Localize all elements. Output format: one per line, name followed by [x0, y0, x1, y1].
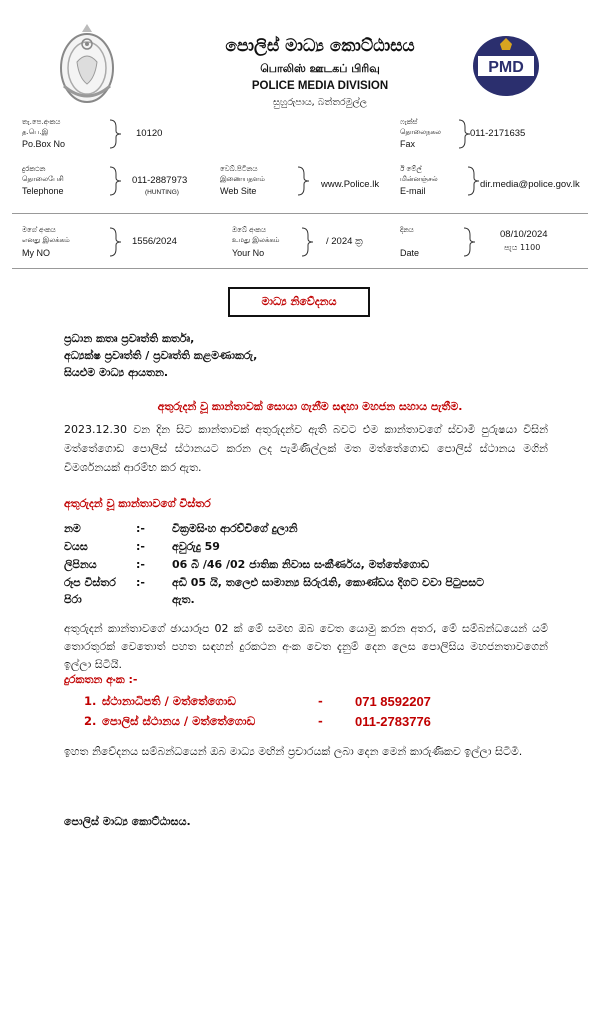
- email-value: dir.media@police.gov.lk: [480, 179, 580, 190]
- phone-number: 071 8592207: [355, 694, 431, 709]
- division-title-tamil: பொலிஸ் ஊடகப் பிரிவு: [260, 62, 380, 75]
- my-no-label-si: මගේ අංකය: [22, 226, 56, 234]
- pobox-label-en: Po.Box No: [22, 139, 66, 149]
- paragraph-request: අතුරුදන් කාන්තාවගේ ඡායාරූප 02 ක් මේ සමඟ ඔබ වෙත යොමු කරන අතර, මේ සම්බන්ධයෙන් යම් තොරතුරක් වෙතොත් පහත සඳහන් දුරකථන අංක වෙත දැනුම් දෙන ලෙස පොලිසිය මහජනතාවගෙන් ඉල්ලා සිටියි.: [64, 622, 548, 671]
- detail-value-address: 06 බී /46 /02 ජාතික නිවාස සංකීර්ණය, මත්තේගොඩ: [172, 558, 430, 571]
- phone-number: 011-2783776: [355, 714, 431, 729]
- your-no-label-si: ඔබේ අංකය: [232, 226, 266, 234]
- brace-icon: [296, 166, 310, 196]
- date-label-en: Date: [400, 248, 420, 258]
- telephone-label-si: දුරකථන: [22, 165, 46, 173]
- website-value: www.Police.lk: [321, 179, 380, 190]
- recipient-line: අධ්‍යක්ෂ ප්‍රවෘත්ති / ප්‍රවෘත්ති කළමණාකරු,: [64, 349, 258, 362]
- telephone-label-en: Telephone: [22, 186, 64, 196]
- telephone-note: (HUNTING): [145, 189, 179, 196]
- detail-label: වයස: [64, 540, 88, 553]
- date-time: පැය 1100: [504, 243, 541, 252]
- fax-value: 011-2171635: [470, 128, 526, 139]
- brace-icon: [457, 119, 471, 149]
- my-no-label-ta: எனது இலக்கம்: [22, 236, 70, 244]
- paragraph-closing: ඉහත නිවේදනය සම්බන්ධයෙන් ඔබ මාධ්‍ය මඟින් ප්‍රචාරයක් ලබා දෙන මෙන් කාරුණිකව ඉල්ලා සිටිමි.: [64, 745, 523, 758]
- phone-name: ස්ථානාධිපති / මත්තේගොඩ: [102, 694, 236, 708]
- pobox-value: 10120: [136, 128, 163, 139]
- paragraph-incident: 2023.12.30 වන දින සිට කාන්තාවක් අතුරුදන්ව ඇති බවට එම කාන්තාවගේ ස්වාමි පුරුෂයා විසින් මත්තේගොඩ පොලිස් ස්ථානයට කරන ලද පැමිණිල්ලක් මත මත්තේගොඩ පොලිස් ස්ථානය මගින් විමර්ශනයක් ආරම්භ කර ඇත.: [64, 423, 548, 474]
- detail-label: ලිපිනය: [64, 558, 97, 571]
- phones-heading: දුරකතන අංක :-: [64, 673, 138, 686]
- telephone-label-ta: தொலைபேசி: [22, 175, 64, 183]
- fax-label-en: Fax: [400, 139, 416, 149]
- pobox-label-ta: த.பெ.இ: [22, 128, 49, 136]
- my-no-value: 1556/2024: [132, 236, 177, 247]
- subject-line: අතුරුදන් වූ කාන්තාවක් සොයා ගැනීම සඳහා මහජන සහාය පැතීම.: [157, 400, 463, 413]
- pmd-logo-text: PMD: [488, 59, 524, 76]
- police-emblem: [52, 22, 122, 108]
- website-label-ta: இணையதளம்: [220, 175, 265, 183]
- detail-label: නම: [64, 522, 81, 535]
- telephone-value: 011-2887973: [132, 175, 188, 186]
- brace-icon: [462, 227, 476, 257]
- detail-separator: :-: [136, 540, 145, 553]
- pobox-label-si: තැ.පෙ.අංකය: [22, 118, 61, 126]
- detail-value-age: අවුරුදු 59: [172, 540, 220, 553]
- meta-divider: [12, 268, 588, 269]
- detail-separator: :-: [136, 522, 145, 535]
- detail-label: රූප විස්තර: [64, 576, 116, 589]
- brace-icon: [300, 227, 314, 257]
- detail-value-description-cont: ඇත.: [172, 593, 195, 606]
- division-title-english: POLICE MEDIA DIVISION: [251, 80, 389, 92]
- detail-separator: :-: [136, 558, 145, 571]
- recipient-line: සියළුම මාධ්‍ය ආයතන.: [64, 366, 169, 379]
- your-no-value: / 2024 ක්‍ර: [326, 236, 363, 247]
- signature: පොලිස් මාධ්‍ය කොට්ඨාසය.: [64, 815, 191, 828]
- recipient-line: ප්‍රධාන කතෘ ප්‍රවෘත්ති කර්තෘ,: [64, 332, 195, 345]
- email-label-si: ඊ මේල්: [400, 165, 422, 173]
- detail-separator: :-: [136, 576, 145, 589]
- your-no-label-en: Your No: [232, 248, 265, 258]
- phone-name: පොලිස් ස්ථානය / මත්තේගොඩ: [102, 714, 256, 728]
- brace-icon: [108, 119, 122, 149]
- phone-index: 2.: [84, 714, 97, 728]
- date-label-si: දිනය: [400, 226, 414, 234]
- header-divider: [12, 213, 588, 214]
- detail-value-name: වික්‍රමසිංහ ආරච්චිගේ දුලානි: [172, 522, 298, 535]
- brace-icon: [108, 166, 122, 196]
- brace-icon: [466, 166, 480, 196]
- email-label-en: E-mail: [400, 186, 426, 196]
- detail-label-cont: පිරා: [64, 593, 82, 606]
- division-title-sinhala: පොලිස් මාධ්‍ය කොට්ඨාසය: [225, 36, 415, 56]
- division-address: සුහුරුපාය, බත්තරමුල්ල: [273, 97, 367, 108]
- website-label-en: Web Site: [220, 186, 257, 196]
- fax-label-si: ෆැක්ස්: [400, 118, 418, 126]
- email-label-ta: மின்னஞ்சல்: [400, 175, 438, 183]
- phone-index: 1.: [84, 694, 97, 708]
- website-label-si: වෙබ්.පිටිනය: [220, 165, 258, 173]
- my-no-label-en: My NO: [22, 248, 50, 258]
- brace-icon: [108, 227, 122, 257]
- pmd-logo: [470, 34, 542, 98]
- date-value: 08/10/2024: [500, 229, 548, 240]
- fax-label-ta: தொலைநகல: [400, 128, 441, 136]
- your-no-label-ta: உமது இலக்கம்: [232, 236, 280, 244]
- details-heading: අතුරුදන් වූ කාන්තාවගේ විස්තර: [64, 497, 211, 510]
- phone-dash: -: [318, 714, 323, 728]
- phone-dash: -: [318, 694, 323, 708]
- detail-value-description: අඩි 05 යි, තලෙළු සාමාන්‍ය සිරුරැති, කොණ්ඩය දිගට වවා පිටුපසට: [172, 576, 485, 589]
- notice-title: මාධ්‍ය නිවේදනය: [228, 287, 370, 317]
